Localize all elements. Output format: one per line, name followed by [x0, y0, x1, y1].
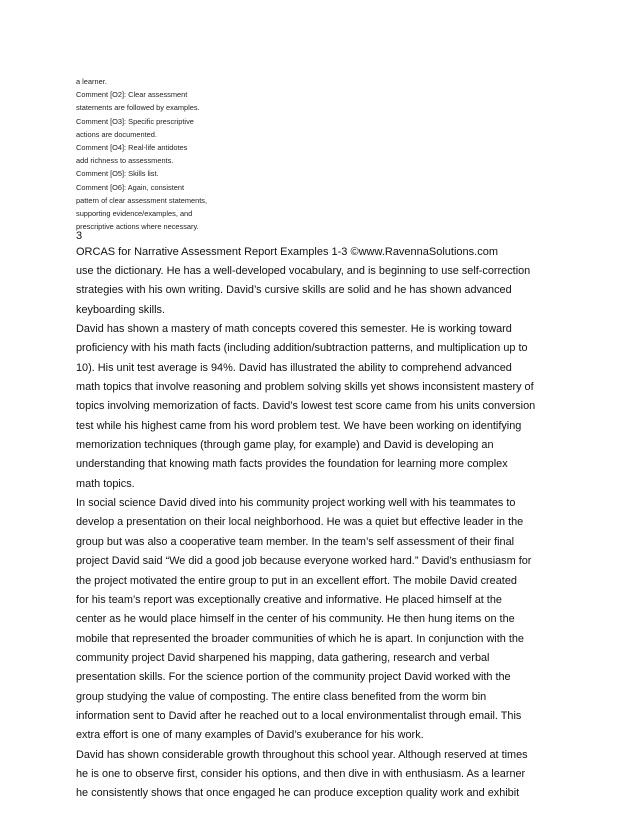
body-line: proficiency with his math facts (including addition/subtraction patterns, and multiplication up to — [76, 342, 528, 355]
comment-margin-notes — [76, 75, 296, 233]
body-line: project David said “We did a good job because everyone worked hard.” David’s enthusiasm for — [76, 555, 532, 568]
body-line: the project motivated the entire group to put in an excellent effort. The mobile David created — [76, 574, 517, 587]
comment-line: add richness to assessments. — [76, 156, 174, 166]
comment-line: supporting evidence/examples, and — [76, 208, 193, 218]
body-line: David has shown considerable growth throughout this school year. Although reserved at times — [76, 748, 528, 761]
report-body — [76, 262, 576, 804]
body-line: for his team’s report was exceptionally creative and informative. He placed himself at the — [76, 593, 502, 606]
page-number: 3 — [76, 230, 83, 242]
body-line: center as he would place himself in the center of his community. He then hung items on the — [76, 613, 515, 626]
body-line: math topics. — [76, 477, 135, 490]
body-line: math topics that involve reasoning and problem solving skills yet shows inconsistent mastery of — [76, 381, 534, 394]
body-line: he consistently shows that once engaged he can produce exception quality work and exhibit — [76, 787, 520, 800]
comment-line: Comment [O3]: Specific prescriptive — [76, 116, 194, 126]
body-line: group but was also a cooperative team member. In the team’s self assessment of their final — [76, 535, 515, 548]
body-line: David has shown a mastery of math concepts covered this semester. He is working toward — [76, 323, 512, 336]
comment-line: Comment [O5]: Skills list. — [76, 169, 159, 179]
comment-line: prescriptive actions where necessary. — [76, 222, 199, 232]
comment-line: a learner. — [76, 77, 107, 86]
body-line: understanding that knowing math facts provides the foundation for learning more complex — [76, 458, 508, 471]
body-line: group studying the value of composting. The entire class benefited from the worm bin — [76, 690, 487, 703]
comment-line: actions are documented. — [76, 129, 157, 139]
body-line: keyboarding skills. — [76, 303, 165, 316]
body-line: extra effort is one of many examples of David’s exuberance for his work. — [76, 729, 424, 742]
body-line: mobile that represented the broader communities of which he is apart. In conjunction with the — [76, 632, 524, 645]
body-line: information sent to David after he reached out to a local environmentalist through email. This — [76, 709, 522, 722]
body-line: he is one to observe first, consider his options, and then dive in with enthusiasm. As a learner — [76, 767, 526, 780]
body-line: develop a presentation on their local neighborhood. He was a quiet but effective leader in the — [76, 516, 524, 529]
comment-line: Comment [O4]: Real-life antidotes — [76, 142, 188, 152]
body-line: 10). His unit test average is 94%. David has illustrated the ability to comprehend advanced — [76, 361, 512, 374]
body-line: test while his highest came from his word problem test. We have been working on identifying — [76, 419, 522, 432]
body-line: topics involving memorization of facts. David’s lowest test score came from his units conversion — [76, 400, 536, 413]
body-line: community project David sharpened his mapping, data gathering, research and verbal — [76, 651, 490, 664]
body-line: presentation skills. For the science portion of the community project David worked with the — [76, 671, 511, 684]
body-line: use the dictionary. He has a well-developed vocabulary, and is beginning to use self-correction — [76, 265, 531, 277]
body-line: memorization techniques (through game play, for example) and David is developing an — [76, 439, 494, 452]
comment-line: pattern of clear assessment statements, — [76, 195, 208, 205]
comment-line: Comment [O2]: Clear assessment — [76, 90, 188, 100]
comment-line: Comment [O6]: Again, consistent — [76, 182, 185, 192]
comment-line: statements are followed by examples. — [76, 103, 200, 113]
body-line: In social science David dived into his community project working well with his teammates to — [76, 497, 516, 510]
body-line: strategies with his own writing. David’s cursive skills are solid and he has shown advanced — [76, 284, 512, 297]
document-header: ORCAS for Narrative Assessment Report Examples 1-3 ©www.RavennaSolutions.com — [76, 246, 498, 258]
